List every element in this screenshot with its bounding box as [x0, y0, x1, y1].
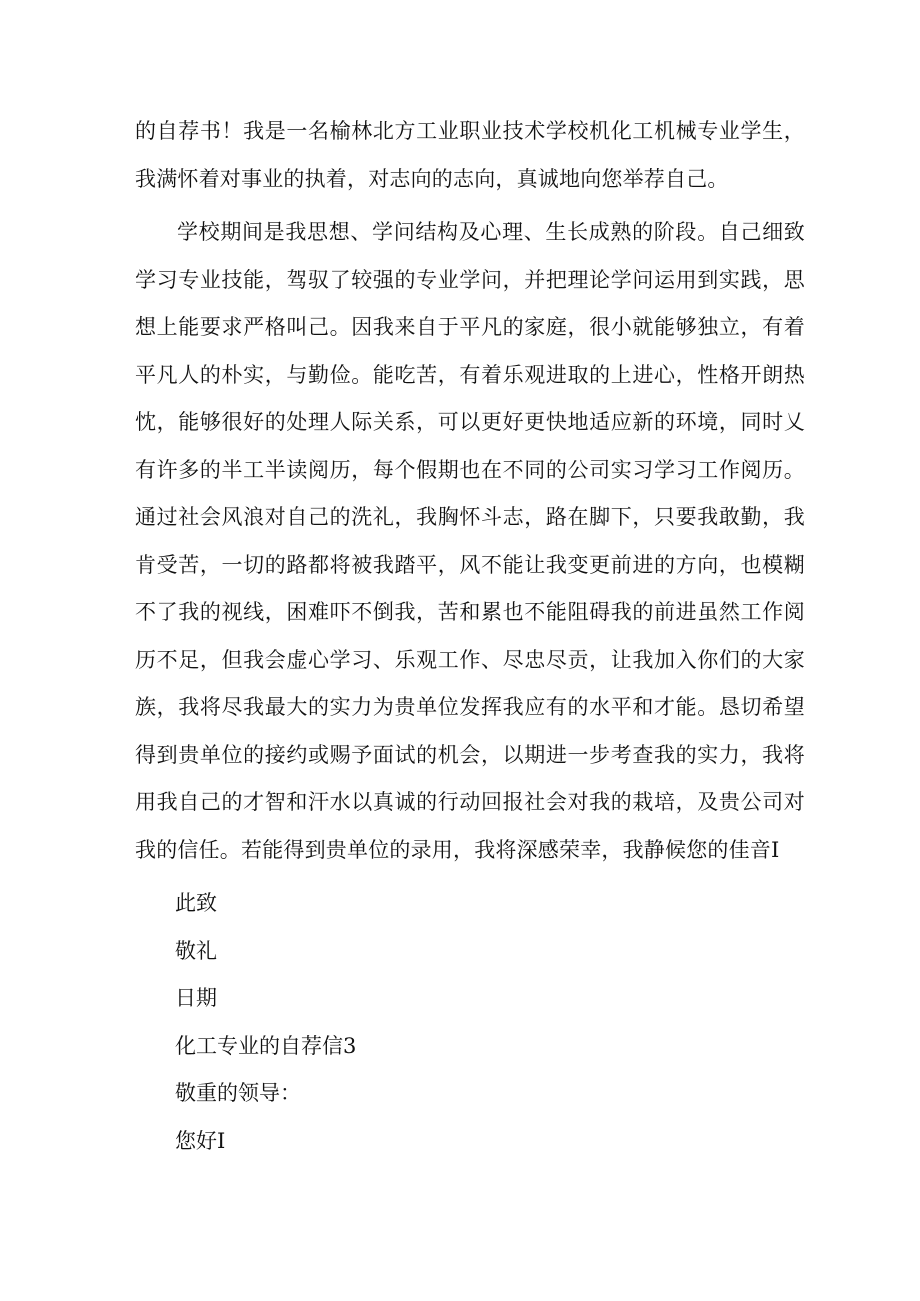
section-title: 化工专业的自荐信3 — [175, 1033, 357, 1058]
document-page — [135, 108, 805, 1165]
date-label: 日期 — [175, 986, 217, 1010]
closing-line-1: 此致 — [175, 891, 217, 915]
closing-line-2: 敬礼 — [175, 938, 217, 963]
salutation: 敬重的领导： — [175, 1081, 301, 1105]
body-paragraph-1: 的自荐书！我是一名榆林北方工业职业技术学校机化工机械专业学生，我满怀着对事业的执着，对志向的志向，真诚地向您举荐自己。 — [135, 119, 805, 191]
body-paragraph-2: 学校期间是我思想、学问结构及心理、生长成熟的阶段。自己细致学习专业技能，驾驭了较强的专业学问，并把理论学问运用到实践，思想上能要求严格叫己。因我来自于平凡的家庭，很小就能够独立，有着平凡人的朴实，与勤俭。能吃苦，有着乐观进取的上进心，性格开朗热忱，能够很好的处理人际关系，可以更好更快地适应新的环境，同时乂有许多的半工半读阅历，每个假期也在不同的公司实习学习工作阅历。通过社会风浪对自己的洗礼，我胸怀斗志，路在脚下，只要我敢勤，我肯受苦，一切的路都将被我踏平，风不能让我变更前进的方向，也模糊不了我的视线，困难吓不倒我，苦和累也不能阻碍我的前进虽然工作阅历不足，但我会虚心学习、乐观工作、尽忠尽贡，让我加入你们的大家族，我将尽我最大的实力为贵单位发挥我应有的水平和才能。恳切希望得到贵单位的接约或赐予面试的机会，以期进一步考查我的实力，我将用我自己的才智和汗水以真诚的行动回报社会对我的栽培，及贵公司对我的信任。若能得到贵单位的录用，我将深感荣幸，我静候您的佳音I — [135, 220, 805, 862]
greeting: 您好I — [175, 1128, 226, 1153]
